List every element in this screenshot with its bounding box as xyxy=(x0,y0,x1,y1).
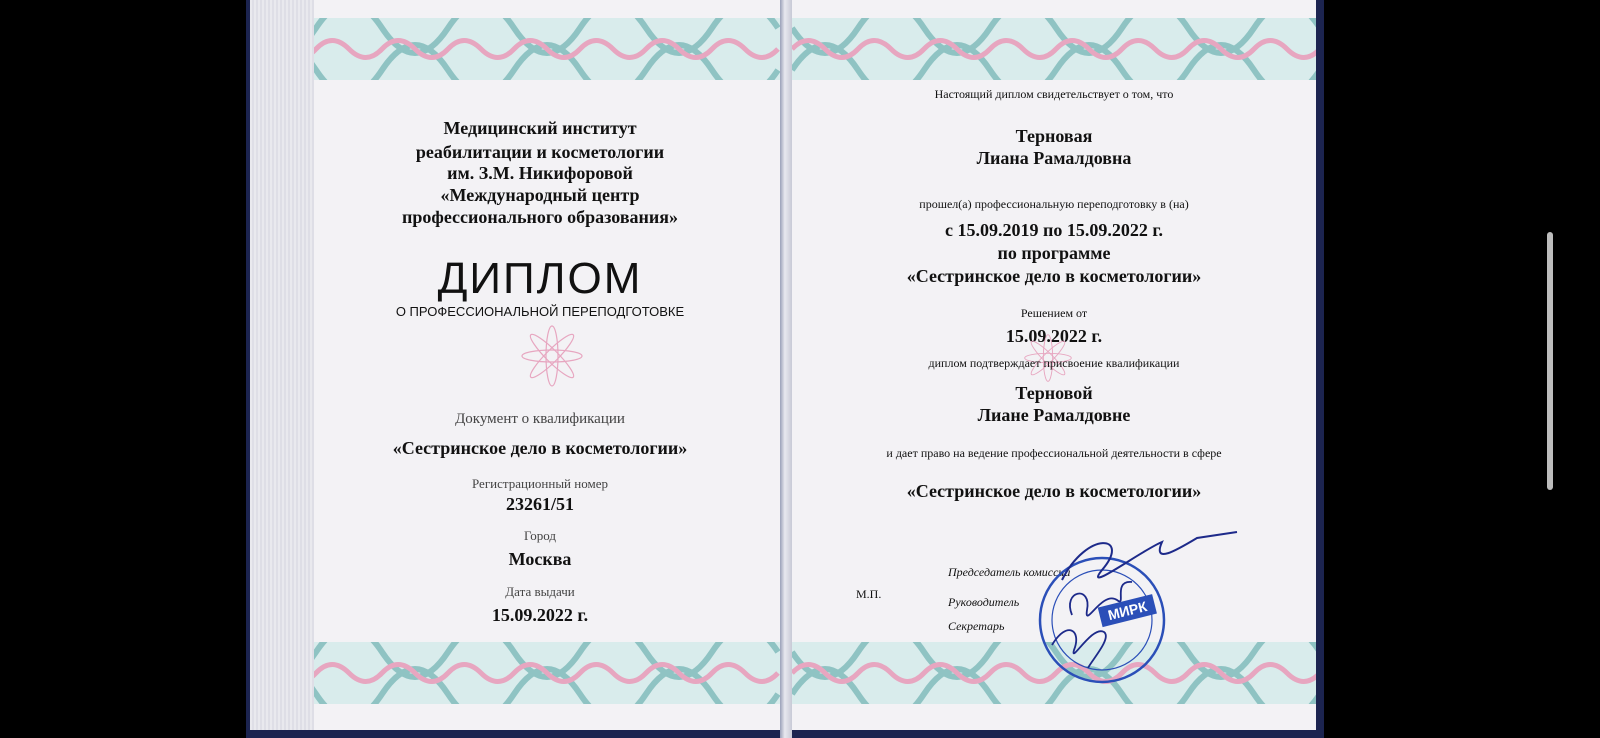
training-period: с 15.09.2019 по 15.09.2022 г. xyxy=(944,220,1163,240)
sphere-value: «Сестринское дело в косметологии» xyxy=(906,481,1202,501)
recipient-name: Лиана Рамалдовна xyxy=(976,148,1132,168)
guilloche-band-bottom-left xyxy=(250,642,780,704)
decision-label: Решением от xyxy=(1020,306,1088,320)
rosette-ornament-left xyxy=(516,320,588,392)
program-label: по программе xyxy=(997,243,1111,263)
passed-text: прошел(а) профессиональную переподготовку в (на) xyxy=(919,197,1189,211)
program-value: «Сестринское дело в косметологии» xyxy=(906,266,1202,286)
diploma-subtitle: О ПРОФЕССИОНАЛЬНОЙ ПЕРЕПОДГОТОВКЕ xyxy=(395,304,685,319)
recipient-surname-dative: Терновой xyxy=(1015,383,1093,403)
chairman-label: Председатель комиссии xyxy=(948,565,1071,579)
diploma-left-page xyxy=(250,0,781,730)
institution-line-1: Медицинский институт xyxy=(443,118,637,138)
city-label: Город xyxy=(523,528,557,543)
intro-text: Настоящий диплом свидетельствует о том, что xyxy=(934,87,1174,101)
guilloche-band-top-right xyxy=(792,18,1316,80)
institution-line-3: им. З.М. Никифоровой xyxy=(447,163,633,183)
secretary-label: Секретарь xyxy=(948,619,1005,633)
diploma-title: ДИПЛОМ xyxy=(437,254,643,303)
official-seal-and-signatures xyxy=(992,520,1242,690)
seal-text: МИРК xyxy=(1106,598,1149,624)
institution-line-4: «Международный центр xyxy=(440,185,640,205)
guilloche-band-top-left xyxy=(250,18,780,80)
issue-date-value: 15.09.2022 г. xyxy=(491,605,589,625)
viewer-scrollbar[interactable] xyxy=(1547,232,1553,490)
head-label: Руководитель xyxy=(948,595,1020,609)
qualification-label: Документ о квалификации xyxy=(455,411,625,427)
registration-number: 23261/51 xyxy=(505,494,574,514)
rights-text: и дает право на ведение профессиональной деятельности в сфере xyxy=(886,446,1222,460)
page-stub-edge xyxy=(250,0,314,730)
decision-date: 15.09.2022 г. xyxy=(1005,326,1103,346)
recipient-name-dative: Лиане Рамалдовне xyxy=(977,405,1131,425)
book-spine xyxy=(780,0,792,738)
diploma-right-page xyxy=(792,0,1316,730)
institution-line-5: профессионального образования» xyxy=(401,207,679,227)
recipient-surname: Терновая xyxy=(1015,126,1093,146)
institution-line-2: реабилитации и косметологии xyxy=(415,142,665,162)
city-value: Москва xyxy=(508,549,572,569)
qualification-value: «Сестринское дело в косметологии» xyxy=(392,438,688,458)
registration-label: Регистрационный номер xyxy=(472,476,608,491)
confirm-text: диплом подтверждает присвоение квалификации xyxy=(928,356,1180,370)
issue-date-label: Дата выдачи xyxy=(505,584,575,599)
stamp-place-label: М.П. xyxy=(856,587,882,601)
